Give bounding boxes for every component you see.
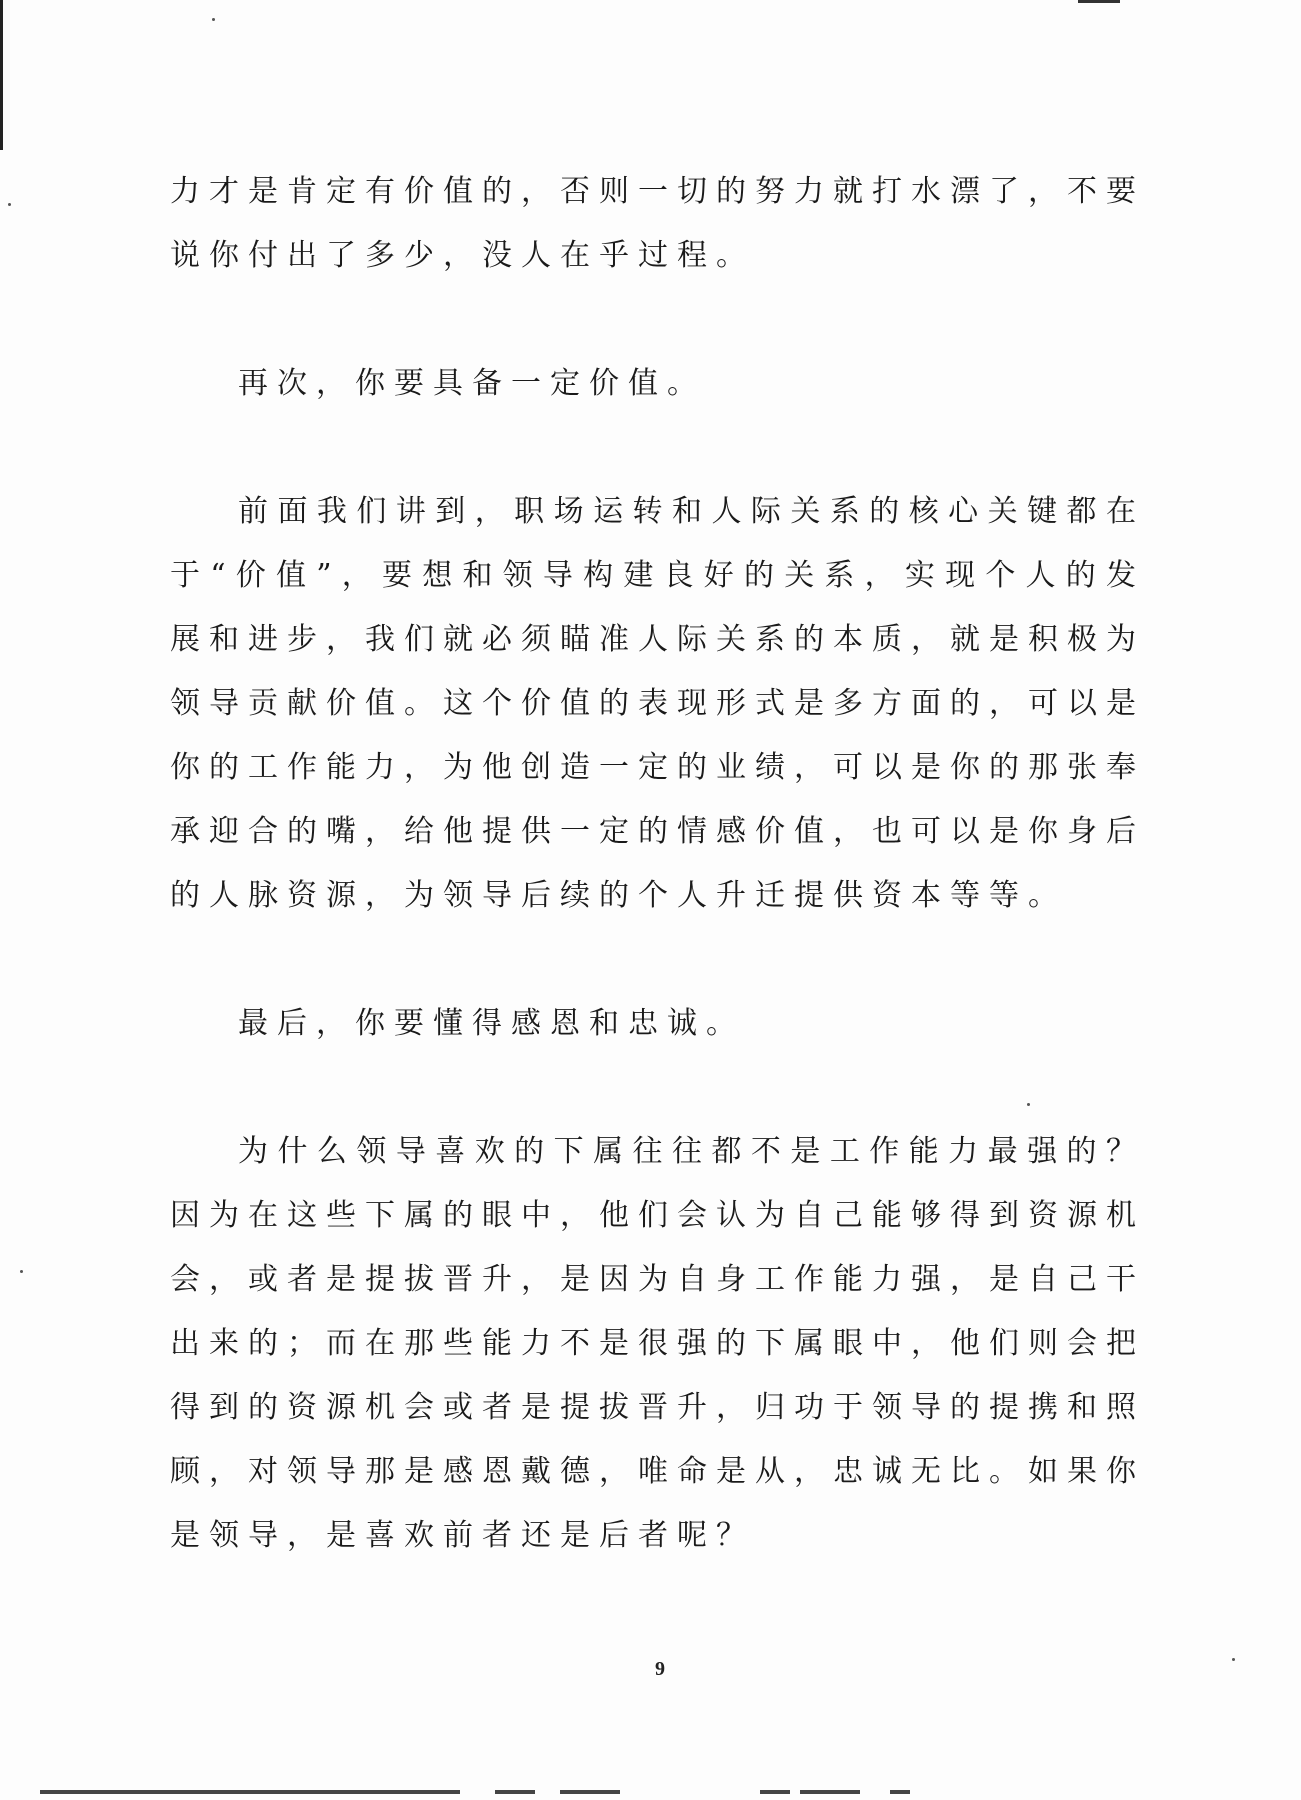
- scan-speck: [8, 203, 11, 206]
- paragraph-5: 为什么领导喜欢的下属往往都不是工作能力最强的？因为在这些下属的眼中，他们会认为自己能够得到资源机会，或者是提拔晋升，是因为自身工作能力强，是自己干出来的；而在那些能力不是很强的下属眼中，他们则会把得到的资源机会或者是提拔晋升，归功于领导的提携和照顾，对领导那是感恩戴德，唯命是从，忠诚无比。如果你是领导，是喜欢前者还是后者呢？: [170, 1134, 1145, 1553]
- paragraph-4: 最后，你要懂得感恩和忠诚。: [238, 1006, 745, 1041]
- paragraph-2: 再次，你要具备一定价值。: [238, 366, 706, 401]
- scan-speck: [212, 18, 215, 21]
- page-number: 9: [655, 1658, 665, 1680]
- scan-top-mark: [1078, 0, 1120, 3]
- scan-bottom-marks: [40, 1790, 1140, 1795]
- paragraph-1: 力才是肯定有价值的，否则一切的努力就打水漂了，不要说你付出了多少，没人在乎过程。: [170, 174, 1145, 273]
- scan-edge-line: [0, 0, 3, 150]
- paragraph-3: 前面我们讲到，职场运转和人际关系的核心关键都在于“价值”，要想和领导构建良好的关系，实现个人的发展和进步，我们就必须瞄准人际关系的本质，就是积极为领导贡献价值。这个价值的表现形式是多方面的，可以是你的工作能力，为他创造一定的业绩，可以是你的那张奉承迎合的嘴，给他提供一定的情感价值，也可以是你身后的人脉资源，为领导后续的个人升迁提供资本等等。: [170, 494, 1145, 913]
- document-body: [170, 160, 1145, 1568]
- scan-speck: [20, 1270, 23, 1273]
- scan-speck: [1232, 1658, 1235, 1661]
